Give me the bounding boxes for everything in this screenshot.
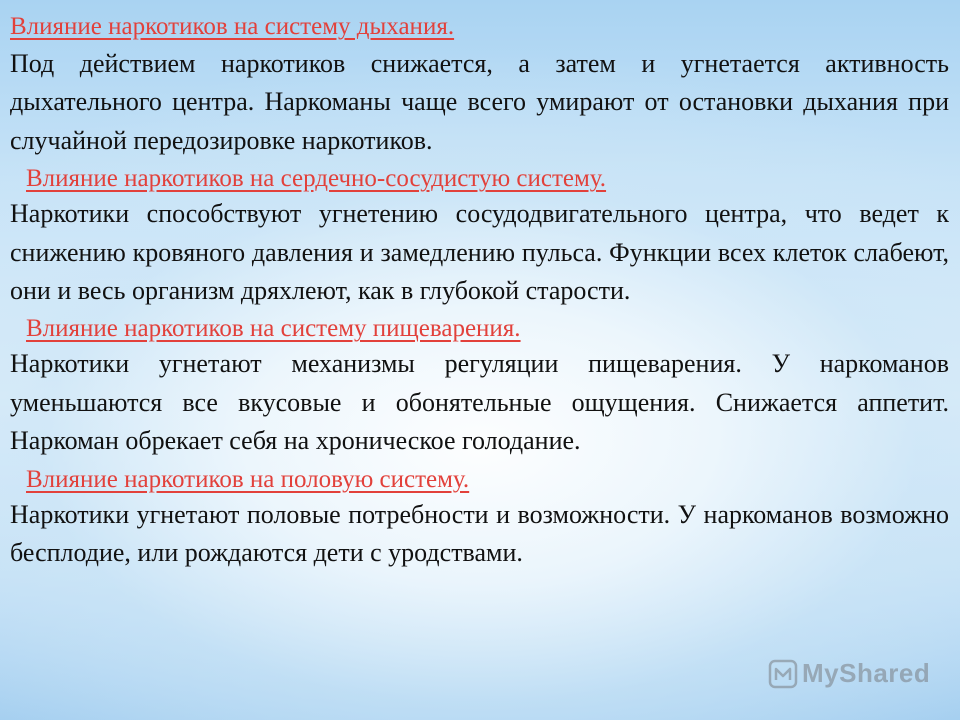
watermark [768,658,930,689]
paragraph-reproductive: Наркотики угнетают половые потребности и возможности. У наркоманов возможно бесплодие, или рождаются дети с уродствами. [10,499,949,568]
text-content [10,11,949,572]
section-cardiovascular [10,163,949,310]
paragraph-digestive: Наркотики угнетают механизмы регуляции пищеварения. У наркоманов уменьшаются все вкусовые и обонятельные ощущения. Снижается аппетит. Наркоман обрекает себя на хроническое голодание. [10,349,949,456]
paragraph-cardiovascular: Наркотики способствуют угнетению сосудодвигательного центра, что ведет к снижению кровяного давления и замедлению пульса. Функции всех клеток слабеют, они и весь организм дряхлеют, как в глубокой старости. [10,199,949,306]
watermark-text: MyShared [802,658,931,688]
heading-digestive: Влияние наркотиков на систему пищеварения. [26,315,521,343]
heading-reproductive: Влияние наркотиков на половую систему. [26,465,470,493]
myshared-logo-icon [768,659,798,689]
heading-cardiovascular: Влияние наркотиков на сердечно-сосудистую систему. [26,165,607,193]
section-reproductive [10,464,949,573]
section-digestive [10,313,949,460]
heading-respiratory: Влияние наркотиков на систему дыхания. [10,13,455,40]
section-respiratory [10,11,949,160]
paragraph-respiratory: Под действием наркотиков снижается, а затем и угнетается активность дыхательного центра. Наркоманы чаще всего умирают от остановки дыхания при случайной передозировке наркотиков. [10,49,949,155]
